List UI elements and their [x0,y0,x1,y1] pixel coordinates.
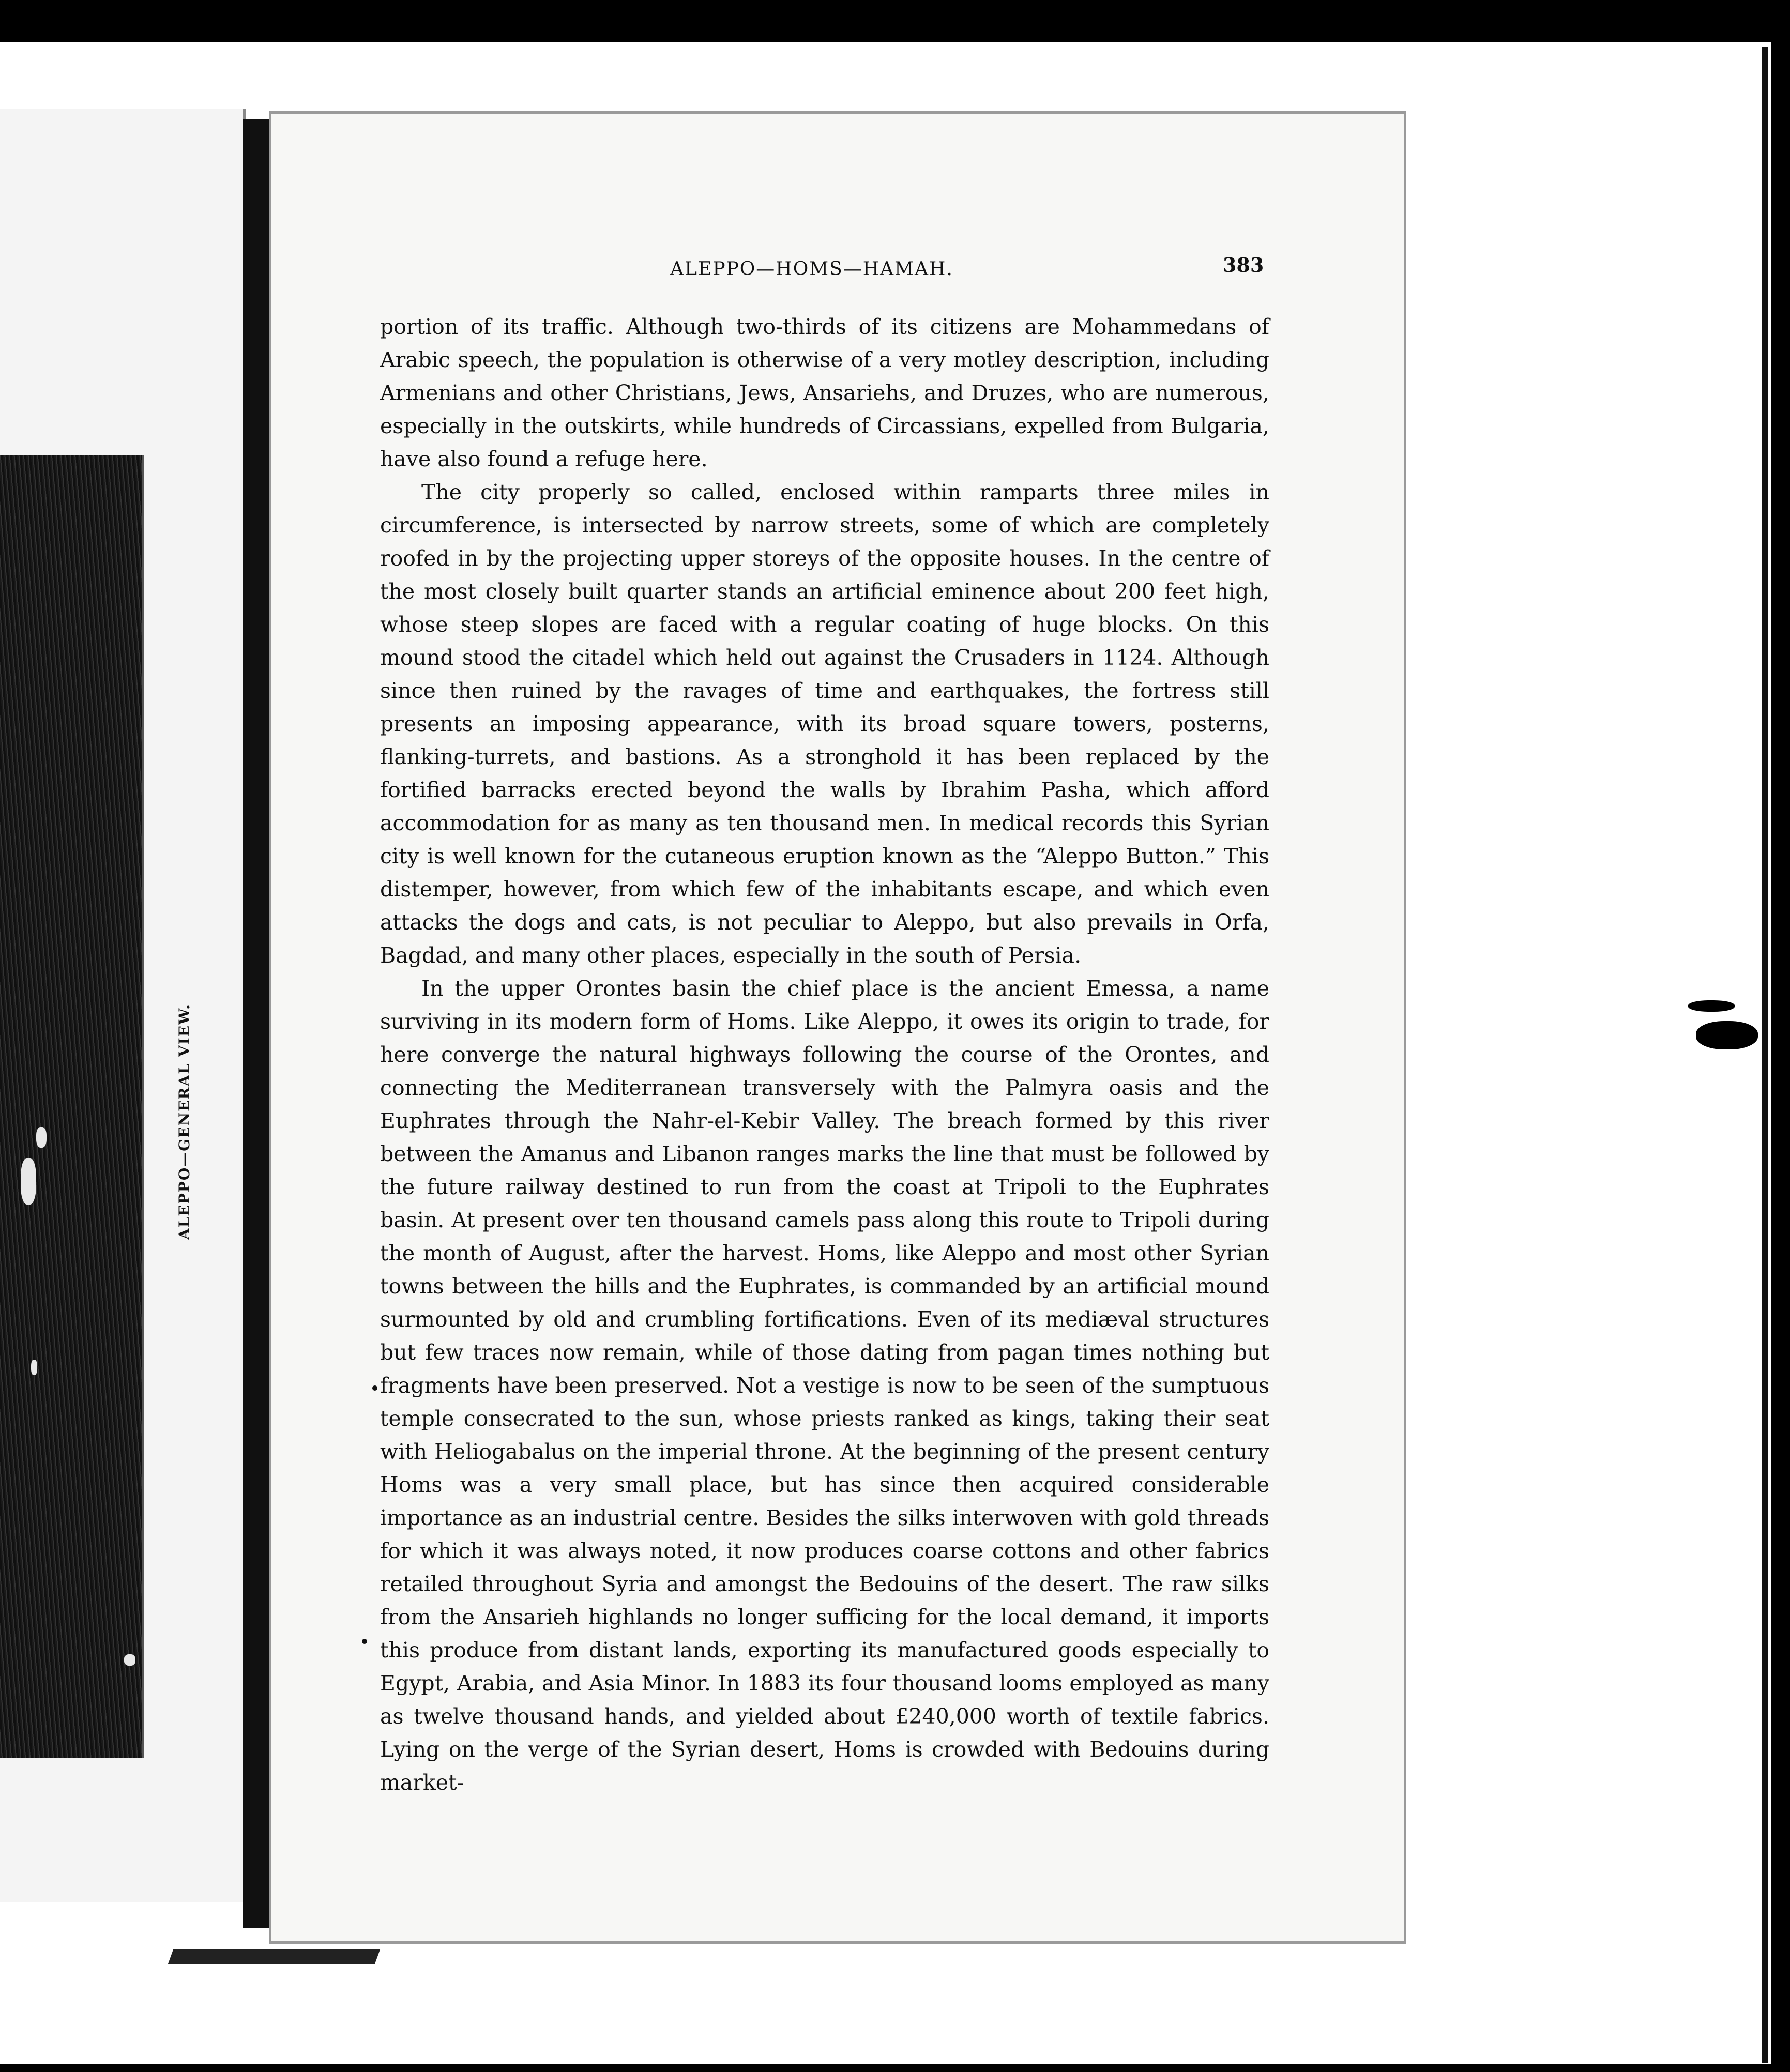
margin-mark [372,1385,377,1391]
plate-caption: ALEPPO—GENERAL VIEW. [176,1003,193,1240]
book-spine-gutter [243,119,271,1928]
scan-border-bottom [0,2064,1790,2072]
paragraph-3: In the upper Orontes basin the chief place is the ancient Emessa, a name surviving in its modern form of Homs. Like Aleppo, it owes its origin to trade, for here converge the natural highways following the course of the Orontes, and connecting the Mediterranean transversely with the Palmyra oasis and the Euphrates through the Nahr-el-Kebir Valley. The breach formed by this river between the Amanus and Libanon ranges marks the line that must be followed by the future railway destined to run from the coast at Tripoli to the Euphrates basin. At present over ten thousand camels pass along this route to Tripoli during the month of August, after the harvest. Homs, like Aleppo and most other Syrian towns between the hills and the Euphrates, is commanded by an artificial mound surmounted by old and crumbling fortifications. Even of its mediæval structures but few traces now remain, while of those dating from pagan times nothing but fragments have been preserved. Not a vestige is now to be seen of the sumptuous temple consecrated to the sun, whose priests ranked as kings, taking their seat with Heliogabalus on the imperial throne. At the beginning of the present century Homs was a very small place, but has since then acquired considerable importance as an industrial centre. Besides the silks interwoven with gold threads for which it was always noted, it now produces coarse cottons and other fabrics retailed throughout Syria and amongst the Bedouins of the desert. The raw silks from the Ansarieh highlands no longer sufficing for the local demand, it imports this produce from distant lands, exporting its manufactured goods especially to Egypt, Arabia, and Asia Minor. In 1883 its four thousand looms employed as many as twelve thousand hands, and yielded about £240,000 worth of textile fabrics. Lying on the verge of the Syrian desert, Homs is crowded with Bedouins during market- [380,976,1269,1795]
scan-border-top [0,0,1790,42]
engraved-plate-image [0,455,144,1758]
page-number: 383 [1223,253,1264,277]
page-body-text [380,310,1269,1799]
scan-border-right-inner [1762,47,1768,2063]
paragraph-1: portion of its traffic. Although two-thirds of its citizens are Mohammedans of Arabic speech, the population is otherwise of a very motley description, including Armenians and other Christians, Jews, Ansariehs, and Druzes, who are numerous, especially in the outskirts, while hundreds of Circassians, expelled from Bulgaria, have also found a refuge here. [380,314,1269,471]
ink-blot [1688,1000,1735,1012]
running-header: ALEPPO—HOMS—HAMAH. [670,258,953,280]
paragraph-2: The city properly so called, enclosed within ramparts three miles in circumference, is intersected by narrow streets, some of which are completely roofed in by the projecting upper storeys of the opposite houses. In the centre of the most closely built quarter stands an artificial eminence about 200 feet high, whose steep slopes are faced with a regular coating of huge blocks. On this mound stood the citadel which held out against the Crusaders in 1124. Although since then ruined by the ravages of time and earthquakes, the fortress still presents an imposing appearance, with its broad square towers, posterns, flanking-turrets, and bastions. As a stronghold it has been replaced by the fortified barracks erected beyond the walls by Ibrahim Pasha, which afford accommodation for as many as ten thousand men. In medical records this Syrian city is well known for the cutaneous eruption known as the “Aleppo Button.” This distemper, however, from which few of the inhabitants escape, and which even attacks the dogs and cats, is not peculiar to Aleppo, but also prevails in Orfa, Bagdad, and many other places, especially in the south of Persia. [380,480,1269,968]
binding-shadow [168,1949,381,1964]
scan-border-right [1771,0,1790,2072]
margin-mark [362,1639,367,1644]
ink-blot [1696,1021,1758,1049]
facing-page [0,109,246,1902]
